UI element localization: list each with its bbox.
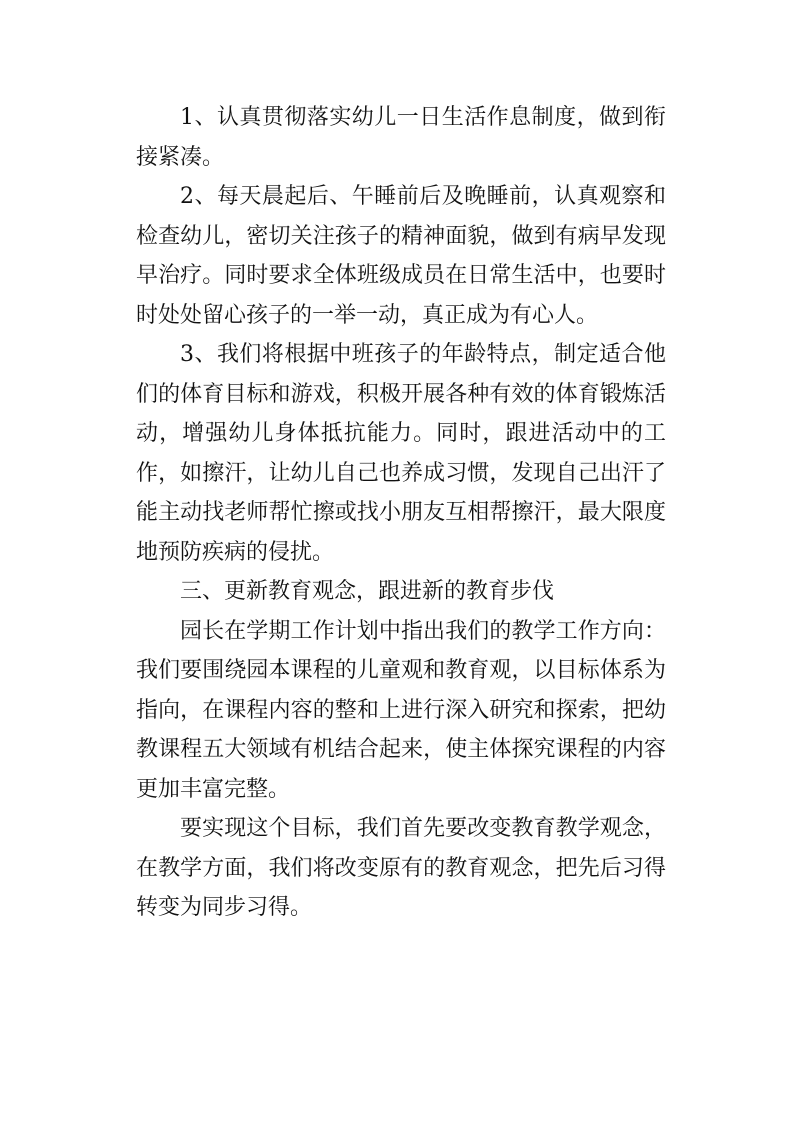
paragraph-item-3: 3、我们将根据中班孩子的年龄特点，制定适合他们的体育目标和游戏，积极开展各种有效的体育锻炼活动，增强幼儿身体抵抗能力。同时，跟进活动中的工作，如擦汗，让幼儿自己也养成习惯，发现自己出汗了能主动找老师帮忙擦或找小朋友互相帮擦汗，最大限度地预防疾病的侵扰。 <box>136 342 666 565</box>
paragraph-item-2: 2、每天晨起后、午睡前后及晚睡前，认真观察和检查幼儿，密切关注孩子的精神面貌，做到有病早发现早治疗。同时要求全体班级成员在日常生活中，也要时时处处留心孩子的一举一动，真正成为有心人。 <box>136 184 666 328</box>
document-page <box>136 98 666 928</box>
section-heading: 三、更新教育观念，跟进新的教育步伐 <box>180 579 555 604</box>
paragraph-goal: 要实现这个目标，我们首先要改变教育教学观念，在教学方面，我们将改变原有的教育观念，把先后习得转变为同步习得。 <box>136 816 666 920</box>
paragraph-director-plan: 园长在学期工作计划中指出我们的教学工作方向：我们要围绕园本课程的儿童观和教育观，以目标体系为指向，在课程内容的整和上进行深入研究和探索，把幼教课程五大领域有机结合起来，使主体探究课程的内容更加丰富完整。 <box>136 618 666 802</box>
paragraph-item-1: 1、认真贯彻落实幼儿一日生活作息制度，做到衔接紧凑。 <box>136 105 666 170</box>
